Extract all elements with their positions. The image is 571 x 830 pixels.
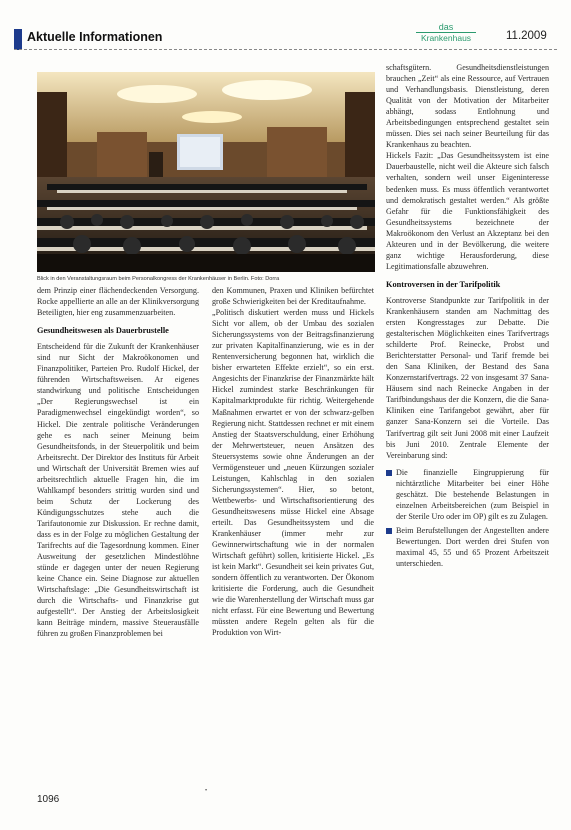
- column-right: [386, 62, 549, 572]
- section-color-bar: [14, 29, 22, 50]
- bullet-item: [386, 467, 549, 522]
- section-title: Aktuelle Informationen: [27, 30, 163, 44]
- journal-logo-line1: das: [438, 22, 454, 32]
- body-paragraph: „Politisch diskutiert werden muss und Hickels Sicht vor allem, ob der Umbau des sozialen Sicherungssystems von der Beitragsfinanzierung zur privaten Kapitalfinanzierung, wie es in der Rentenversicherung begonnen hat, wirklich die bisher erwarteten Effekte erzielt“, so ein erst. Angesichts der Finanzkrise der Finanzmärkte hält Hickel zumindest starke Beschränkungen für Kapitalmarktprodukte für richtig. Weitergehende Maßnahmen erwartet er von der schwarz-gelben Regierung nicht. Stattdessen rechnet er mit einem Anstieg der Staatsverschuldung, einer Erhöhung der Mehrwertsteuer, neuen Ansätzen des Steuersystems sowie ohne Änderungen an der Vermögensteuer und „neuen Kürzungen sozialer Leistungen, Kahlschlag in den sozialen Sicherungssystemen“. Hier, so betont, Wettbewerbs- und Wirtschaftsorientierung des Gesundheitswesens müsse Hickel eine Absage erteilt. Das Gesundheitssystem und die Krankenhäuser (immer mehr zur Gewinnerwirtschaftung wie in der normalen Wirtschaft geführt) sollen, kritisierte Hickel. „Es ist kein Markt“. Gesundheit sei kein privates Gut, sondern öffentlich zu verantworten. Der Ökonom kritisierte die Forderung, auch die Gesundheit wie die Warenherstellung der Wirtschaft muss gar nicht erfasst. Für eine Bewertung und Bewertung müssten andere Regeln gelten als für die Produktion von Wirt-: [212, 308, 374, 638]
- body-paragraph: den Kommunen, Praxen und Kliniken befürchtet große Schwierigkeiten bei der Kreditaufnahme.: [212, 286, 374, 307]
- body-paragraph: Kontroverse Standpunkte zur Tarifpolitik in der Krankenhäusern standen am Nachmittag des ersten Kongresstages zur Debatte. Die gestalterischen Möglichkeiten eines Tarifvertrags schilderte Prof. Reinecke, Probst und Berichterstatter Personal- und Tarif fremde bei den Sana Kliniken, der Bestand des Sana Konzernstarifvertrags. 22 von insgesamt 37 Sana-Häusern sind nach Reinecke Angaben in der Tarifbindungshaus der die Konzern, die die Sana-Kliniken eine Tarifangebot gewährt, aber für ganzer Sana-Konzern sei die Vorteile. Das Tarifvertrag gilt seit Juni 2008 mit einer Laufzeit bis Juni 2010. Zentrale Elemente der Vereinbarung sind:: [386, 295, 549, 460]
- column-middle: [212, 285, 374, 639]
- quote-paragraph: Hickels Fazit: „Das Gesundheitssystem ist eine Dauerbaustelle, nicht weil die Akteure sich falsch verhalten, sondern weil unser Eigeninteresse bedenken muss. Es muss öffentlich verantwortet und demokratisch gestaltet werden.“ Als größte Gefahr für die Funktionsfähigkeit des Gesundheitssystems bezeichnete der Makroökonom den Verlust an Akzeptanz bei den Akteuren und in der Bevölkerung, die weitere ganz wichtige Herausforderung, diese Legitimationsfalle abzuwehren.: [386, 151, 549, 271]
- congress-photo-image: [37, 72, 375, 272]
- header-divider: [14, 49, 557, 50]
- bullet-square-icon: [386, 470, 392, 476]
- journal-logo-line2: Krankenhaus: [416, 32, 476, 43]
- bullet-item: [386, 525, 549, 569]
- issue-date: 11.2009: [506, 30, 547, 42]
- bullet-text: Beim Berufstellungen der Angestellten andere Bewertungen. Dort werden drei Stufen von maximal 45, 55 und 65 Prozent Arbeitszeit unterschieden.: [396, 525, 549, 569]
- intro-paragraph: dem Prinzip einer flächendeckenden Versorgung. Rocke appellierte an alle an der Klinikversorgung Beteiligten, hier eng zusammenzuarbeiten.: [37, 286, 199, 318]
- photo-caption: Blick in den Veranstaltungsraum beim Personalkongress der Krankenhäuser in Berlin. Foto: Dorra: [37, 276, 280, 282]
- page-number: 1096: [37, 794, 60, 805]
- body-paragraph: schaftsgütern. Gesundheitsdienstleistungen brauchen „Zeit“ als eine Ressource, auf Vertrauen und Verhandlungsbasis. Dienstleistung, deren Qualität von der Motivation der Mitarbeiter abhängt, sodass Entlohnung und Arbeitsbedingungen entsprechend gestaltet sein müssen. Dies sei nach seiner Beurteilung für das Krankenhaus zu beachten.: [386, 63, 549, 150]
- congress-photo: [37, 72, 375, 272]
- footer-mark: •: [205, 788, 208, 794]
- subheading-kontroversen: Kontroversen in der Tarifpolitik: [386, 279, 501, 289]
- bullet-text: Die finanzielle Eingruppierung für nichtärztliche Mitarbeiter bei einer Höhe geschätzt. Die bestehende Belastungen in einzelnen Arbeitsbereichen (zum Beispiel in der Sterile Uro oder im OP) gilt es zu Zulagen.: [396, 467, 549, 521]
- subheading-gesundheitswesen: Gesundheitswesen als Dauerbrustelle: [37, 326, 169, 336]
- bullet-list: [386, 467, 549, 569]
- bullet-square-icon: [386, 528, 392, 534]
- body-paragraph: Entscheidend für die Zukunft der Krankenhäuser sind nur Sicht der Makroökonomen und Finanzpolitiker, Parteien Pro. Rudolf Hickel, der führenden Wirtschaftsweisen. Ar eigenes standwirkung und politische Entscheidungen „Der Regierungswechsel ist ein Paradigmenwechsel eingekündigt worden“, so Hickel. Die zentrale politische Veränderungen gehe es nach seiner Meinung beim Gesundheitsfonds, in der Steuerpolitik und beim Arbeitsrecht. Der Direktor des Instituts für Arbeit und Wirtschaft der Universität Bremen wies auf arbeitsrechtlich aktuelle Fragen hin, die im Wahlkampf besonders strittig wurden sind und beim Schutz der Lockerung des Kündigungsschutzes stehe auch die Tarifautonomie zur Diskussion. Er rechne damit, dass es in der Folge zu möglichen Gestaltung der Tarifrechts auf die Tagesordnung kommen. Einer Ausweitung der gesetzlichen Mindestlöhne stünde er dagegen unter der neuen Regierung keine Chance ein. Seine Diagnose zur aktuellen Wirtschaftslage: „Die Gesundheitswirtschaft ist durch die Wirtschafts- und Finanzkrise gut aufgestellt“. Der Anstieg der Arbeitslosigkeit kann Beiträge mindern, massive Steuerausfälle führen zu großen Finanzproblemen bei: [37, 342, 199, 639]
- journal-logo: [416, 22, 476, 46]
- column-left: [37, 285, 199, 639]
